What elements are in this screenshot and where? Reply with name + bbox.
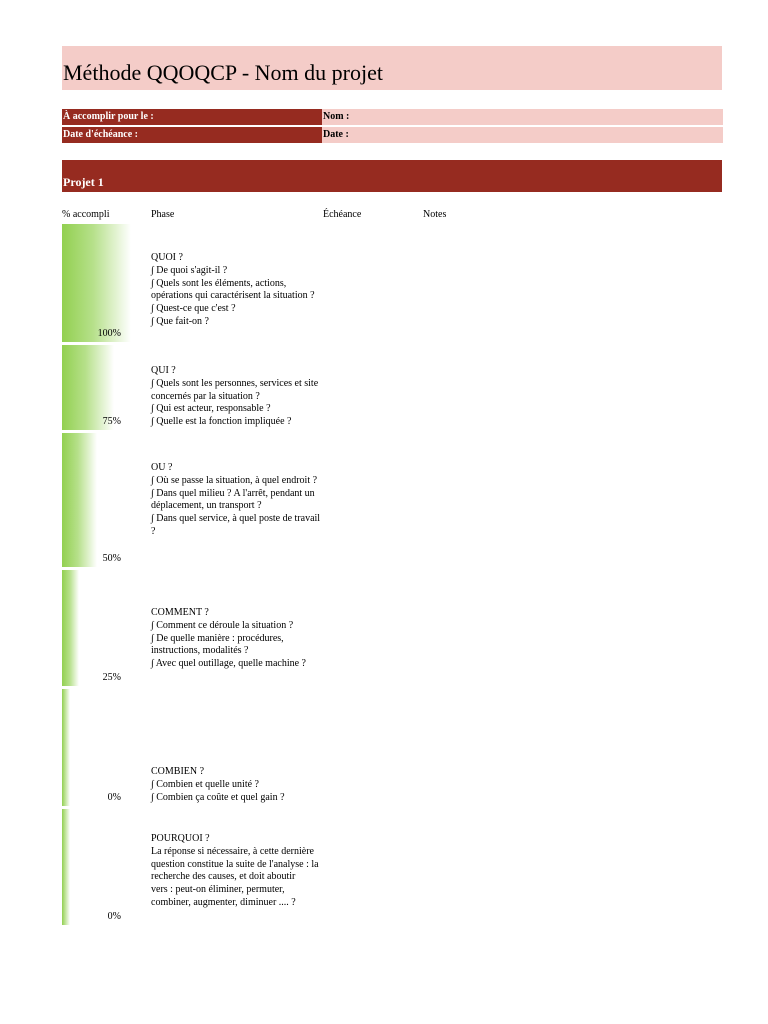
percent-label: 25% [102, 672, 121, 683]
phase-cell [151, 833, 326, 910]
phase-line: ∫ Combien et quelle unité ? [151, 778, 259, 790]
page-title: Méthode QQOQCP - Nom du projet [63, 60, 383, 85]
column-header-echeance: Échéance [323, 209, 362, 220]
project-title: Projet 1 [63, 175, 104, 189]
progress-bar [62, 224, 131, 342]
info-row-echeance [62, 127, 722, 143]
project-band [62, 160, 722, 192]
percent-label: 0% [107, 911, 121, 922]
phase-cell [151, 462, 326, 539]
percent-label: 0% [107, 792, 121, 803]
phase-title: QUI ? [151, 365, 176, 376]
phase-title: OU ? [151, 462, 173, 473]
progress-bar [62, 809, 70, 925]
phase-title: COMMENT ? [151, 607, 209, 618]
percent-label: 75% [102, 416, 121, 427]
nom-field[interactable]: Nom : [322, 109, 723, 125]
phase-cell [151, 365, 326, 429]
info-row-accomplir [62, 109, 722, 125]
phase-line: ∫ Quest-ce que c'est ? [151, 303, 236, 315]
phase-cell [151, 607, 326, 671]
phase-line: ∫ De quelle manière : procédures, instructions, modalités ? [151, 632, 284, 657]
progress-cell [62, 433, 131, 567]
column-header-phase: Phase [151, 209, 175, 220]
title-band [62, 46, 722, 90]
accomplir-label: À accomplir pour le : [62, 109, 322, 125]
phase-line: ∫ Quels sont les personnes, services et site concernés par la situation ? [151, 377, 319, 402]
phase-line: ∫ De quoi s'agit-il ? [151, 264, 228, 276]
phase-title: COMBIEN ? [151, 766, 205, 777]
phase-line: ∫ Où se passe la situation, à quel endroit ? [151, 474, 318, 486]
phase-line: ∫ Combien ça coûte et quel gain ? [151, 791, 285, 803]
phase-cell [151, 766, 326, 804]
phase-title: POURQUOI ? [151, 833, 210, 844]
date-field[interactable]: Date : [322, 127, 723, 143]
column-header-notes: Notes [423, 209, 447, 220]
phase-line: ∫ Comment ce déroule la situation ? [151, 619, 294, 631]
progress-cell [62, 689, 131, 806]
phase-line: ∫ Dans quel service, à quel poste de travail ? [151, 513, 321, 537]
phase-line: ∫ Quelle est la fonction impliquée ? [151, 416, 292, 428]
progress-cell [62, 570, 131, 686]
phase-cell [151, 252, 326, 329]
column-header-accompli: % accompli [62, 209, 110, 220]
progress-bar [62, 433, 97, 567]
phase-line: La réponse si nécessaire, à cette dernière question constitue la suite de l'analyse : la recherche des causes, et doit aboutir [151, 845, 319, 883]
progress-cell [62, 345, 131, 430]
phase-line: ∫ Avec quel outillage, quelle machine ? [151, 658, 306, 670]
phase-line: ∫ Dans quel milieu ? A l'arrêt, pendant un déplacement, un transport ? [151, 487, 315, 512]
phase-title: QUOI ? [151, 252, 183, 263]
phase-line: ∫ Que fait-on ? [151, 315, 209, 327]
progress-cell [62, 809, 131, 925]
phase-line: ∫ Quels sont les éléments, actions, opérations qui caractérisent la situation ? [151, 277, 315, 302]
percent-label: 50% [102, 553, 121, 564]
echeance-label: Date d'échéance : [62, 127, 322, 143]
phase-line: vers : peut-on éliminer, permuter, combiner, augmenter, diminuer .... ? [151, 884, 296, 908]
progress-bar [62, 689, 70, 806]
progress-cell [62, 224, 131, 342]
percent-label: 100% [97, 328, 121, 339]
progress-bar [62, 570, 79, 686]
phase-line: ∫ Qui est acteur, responsable ? [151, 403, 271, 415]
